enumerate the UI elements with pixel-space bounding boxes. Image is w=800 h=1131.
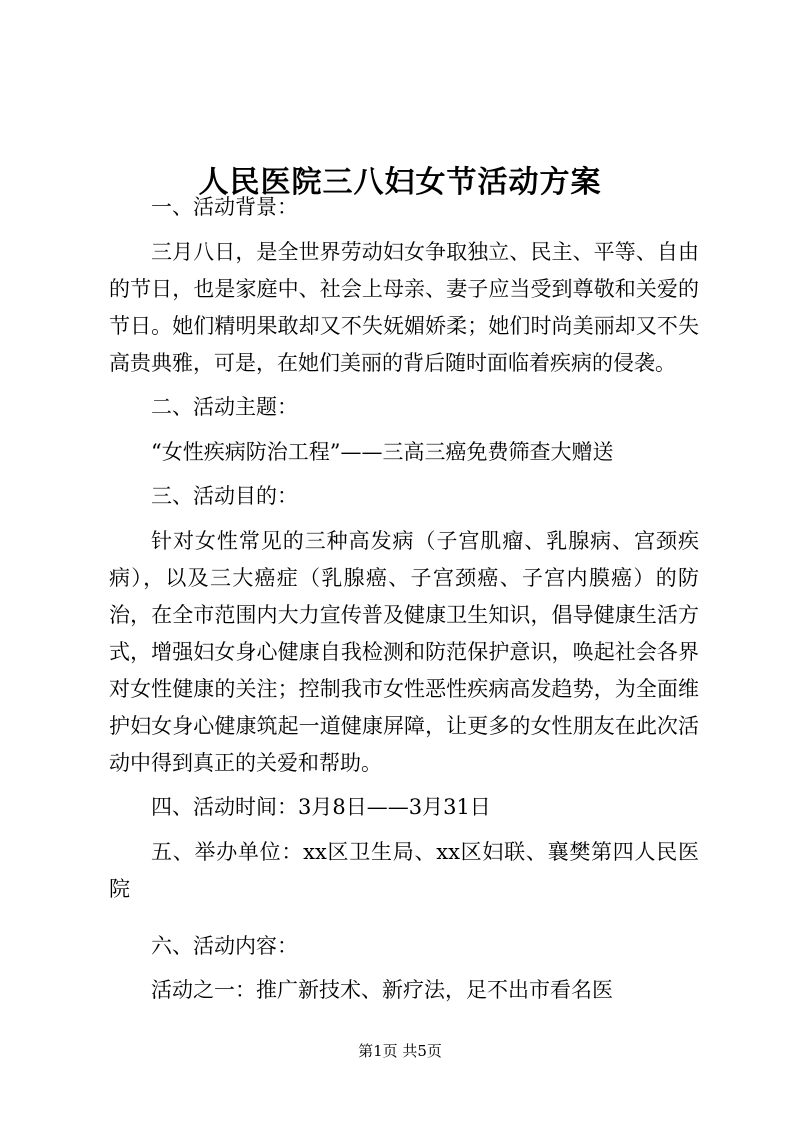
paragraph-time: 四、活动时间：3月8日——3月31日 (151, 795, 491, 819)
page-number-footer: 第1页 共5页 (358, 1042, 442, 1060)
paragraph-background: 三月八日，是全世界劳动妇女争取独立、民主、平等、自由的节日，也是家庭中、社会上母亲、妻子应当受到尊敬和关爱的节日。她们精明果敢却又不失妩媚娇柔；她们时尚美丽却又不失高贵典雅，可是，在她们美丽的背后随时面临着疾病的侵袭。 (109, 239, 699, 375)
section-heading-purpose: 三、活动目的： (151, 484, 298, 508)
document-title: 人民医院三八妇女节活动方案 (198, 165, 602, 201)
paragraph-theme: “女性疾病防治工程”——三高三癌免费筛查大赠送 (151, 439, 614, 464)
paragraph-purpose: 针对女性常见的三种高发病（子宫肌瘤、乳腺病、宫颈疾病），以及三大癌症（乳腺癌、子宫颈癌、子宫内膜癌）的防治，在全市范围内大力宣传普及健康卫生知识，倡导健康生活方式，增强妇女身心健康自我检测和防范保护意识，唤起社会各界对女性健康的关注；控制我市女性恶性疾病高发趋势，为全面维护妇女身心健康筑起一道健康屏障，让更多的女性朋友在此次活动中得到真正的关爱和帮助。 (109, 528, 699, 775)
section-heading-theme: 二、活动主题： (151, 395, 298, 419)
paragraph-activity-one: 活动之一：推广新技术、新疗法，足不出市看名医 (151, 978, 613, 1002)
document-body (109, 189, 699, 1017)
section-heading-background: 一、活动背景： (151, 195, 298, 219)
paragraph-organizers: 五、举办单位：xx区卫生局、xx区妇联、襄樊第四人民医院 (109, 839, 699, 901)
section-heading-content: 六、活动内容： (151, 933, 298, 958)
